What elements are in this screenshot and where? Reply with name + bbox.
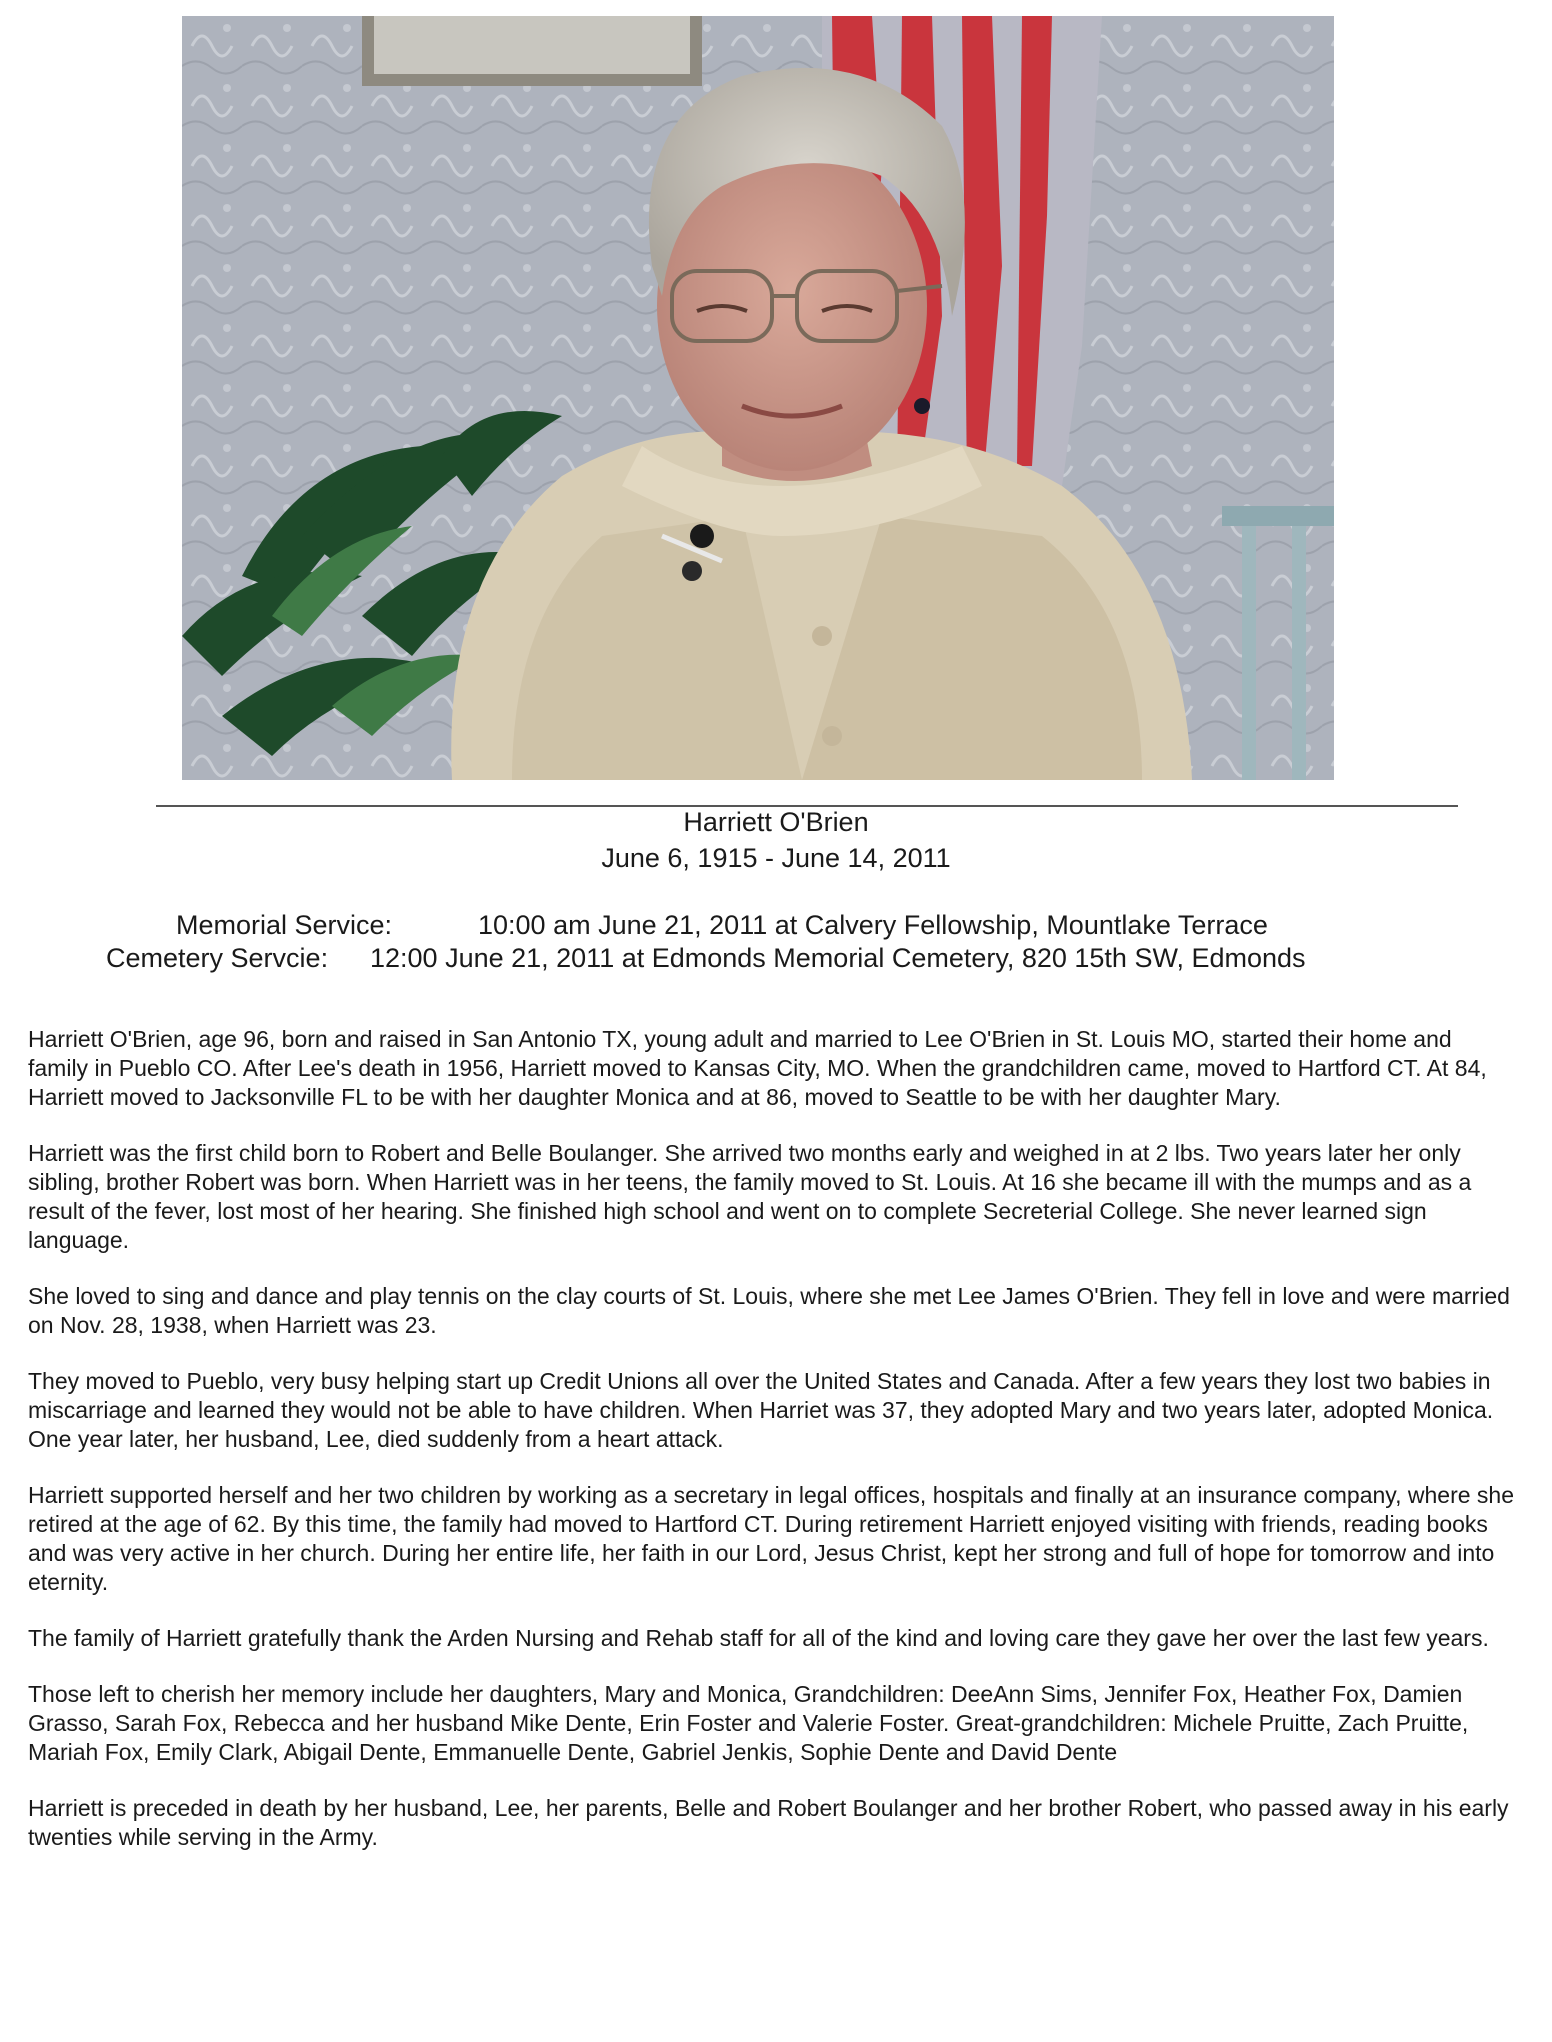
paragraph-pueblo: They moved to Pueblo, very busy helping start up Credit Unions all over the United States and Canada. After a few years they lost two babies in miscarriage and learned they would not be able to have children. When Harriet was 37, they adopted Mary and two years later, adopted Monica. One year later, her husband, Lee, died suddenly from a heart attack. <box>28 1368 1494 1452</box>
life-dates: June 6, 1915 - June 14, 2011 <box>601 843 951 873</box>
memorial-service-detail: 10:00 am June 21, 2011 at Calvery Fellowship, Mountlake Terrace <box>478 910 1268 940</box>
obituary-body <box>28 1025 1518 1879</box>
cemetery-service-label: Cemetery Servcie: <box>106 943 329 973</box>
paragraph-career: Harriett supported herself and her two children by working as a secretary in legal offices, hospitals and finally at an insurance company, where she retired at the age of 62. By this time, the family had moved to Hartford CT. During retirement Harriett enjoyed visiting with friends, reading books and was very active in her church. During her entire life, her faith in our Lord, Jesus Christ, kept her strong and full of hope for tomorrow and into eternity. <box>28 1482 1514 1595</box>
deceased-name: Harriett O'Brien <box>683 807 869 837</box>
portrait-photo <box>182 16 1334 780</box>
memorial-service-label: Memorial Service: <box>176 910 393 940</box>
paragraph-early-life: Harriett was the first child born to Robert and Belle Boulanger. She arrived two months early and weighed in at 2 lbs. Two years later her only sibling, brother Robert was born. When Harriett was in her teens, the family moved to St. Louis. At 16 she became ill with the mumps and as a result of the fever, lost most of her hearing. She finished high school and went on to complete Secreterial College. She never learned sign language. <box>28 1140 1472 1253</box>
paragraph-survivors: Those left to cherish her memory include her daughters, Mary and Monica, Grandchildren: DeeAnn Sims, Jennifer Fox, Heather Fox, Damien Grasso, Sarah Fox, Rebecca and her husband Mike Dente, Erin Foster and Valerie Foster. Great-grandchildren: Michele Pruitte, Zach Pruitte, Mariah Fox, Emily Clark, Abigail Dente, Emmanuelle Dente, Gabriel Jenkis, Sophie Dente and David Dente <box>28 1681 1469 1765</box>
cemetery-service-detail: 12:00 June 21, 2011 at Edmonds Memorial Cemetery, 820 15th SW, Edmonds <box>370 943 1306 973</box>
paragraph-biography: Harriett O'Brien, age 96, born and raised in San Antonio TX, young adult and married to Lee O'Brien in St. Louis MO, started their home and family in Pueblo CO. After Lee's death in 1956, Harriett moved to Kansas City, MO. When the grandchildren came, moved to Hartford CT. At 84, Harriett moved to Jacksonville FL to be with her daughter Monica and at 86, moved to Seattle to be with her daughter Mary. <box>28 1026 1487 1110</box>
paragraph-marriage: She loved to sing and dance and play tennis on the clay courts of St. Louis, where she met Lee James O'Brien. They fell in love and were married on Nov. 28, 1938, when Harriett was 23. <box>28 1283 1510 1338</box>
paragraph-preceded: Harriett is preceded in death by her husband, Lee, her parents, Belle and Robert Boulanger and her brother Robert, who passed away in his early twenties while serving in the Army. <box>28 1795 1509 1850</box>
paragraph-thanks: The family of Harriett gratefully thank the Arden Nursing and Rehab staff for all of the kind and loving care they gave her over the last few years. <box>28 1625 1489 1651</box>
